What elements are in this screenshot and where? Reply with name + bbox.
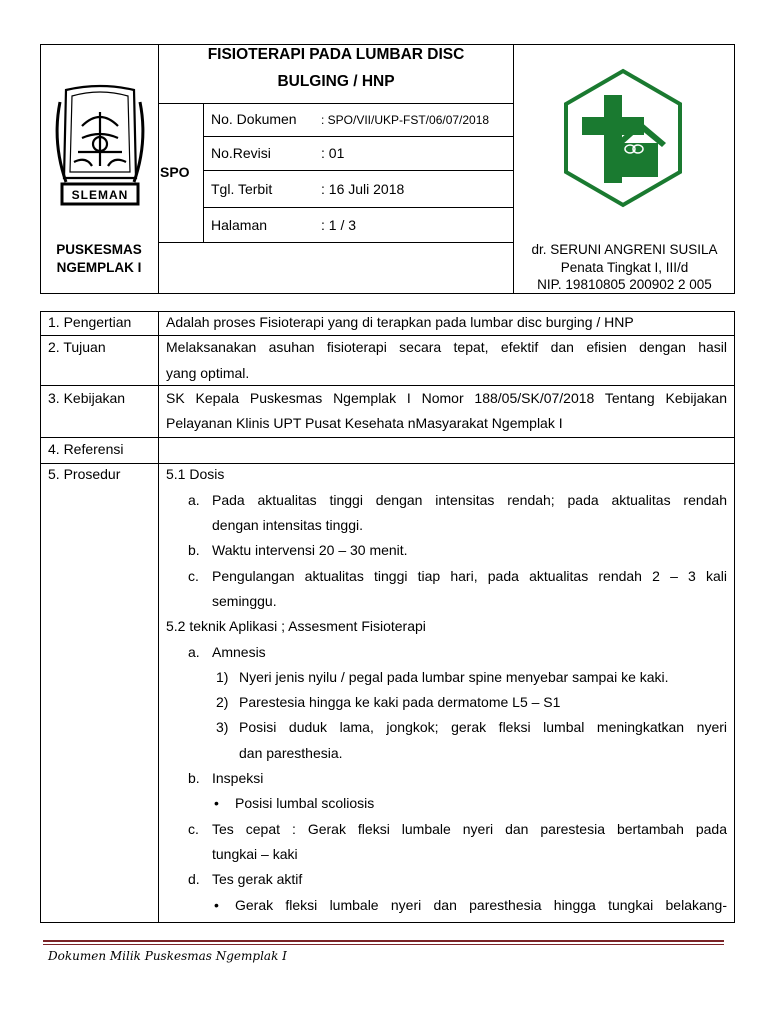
footer-rule-bottom xyxy=(43,944,724,945)
header-table xyxy=(40,44,735,294)
footer-text: Dokumen Milik Puskesmas Ngemplak I xyxy=(48,949,287,963)
list-item-a-line2: dengan intensitas tinggi. xyxy=(212,517,363,533)
list-item-amnesis: Amnesis xyxy=(212,644,266,660)
list-marker: a. xyxy=(188,644,200,660)
field-label-no-dokumen: No. Dokumen xyxy=(211,111,297,127)
list-marker: d. xyxy=(188,871,200,887)
amnesis-item-1: Nyeri jenis nyilu / pegal pada lumbar spine menyebar sampai ke kaki. xyxy=(239,669,669,685)
org-name-line1: PUSKESMAS xyxy=(56,242,142,257)
list-marker: a. xyxy=(188,492,200,508)
field-label-halaman: Halaman xyxy=(211,217,268,233)
signer-name: dr. SERUNI ANGRENI SUSILA xyxy=(531,242,718,257)
procedure-table xyxy=(40,311,735,923)
signer-rank: Penata Tingkat I, III/d xyxy=(560,260,689,275)
pengertian-text: Adalah proses Fisioterapi yang di terapkan pada lumbar disc burging / HNP xyxy=(166,314,634,330)
tujuan-text-line2: yang optimal. xyxy=(166,365,250,381)
field-value-no-dokumen: : SPO/VII/UKP-FST/06/07/2018 xyxy=(321,113,490,127)
puskesmas-logo-icon xyxy=(560,67,686,211)
inspeksi-bullet-item: Posisi lumbal scoliosis xyxy=(235,795,375,811)
list-item-tes-gerak-aktif: Tes gerak aktif xyxy=(212,871,303,887)
list-item-a-line1: Pada aktualitas tinggi dengan intensitas rendah; pada aktualitas rendah xyxy=(212,492,727,508)
section-5-1-heading: 5.1 Dosis xyxy=(166,466,225,482)
list-item-c-line1: Pengulangan aktualitas tinggi tiap hari, pada aktualitas rendah 2 – 3 kali xyxy=(212,568,727,584)
list-item-tes-cepat-line2: tungkai – kaki xyxy=(212,846,298,862)
list-marker: c. xyxy=(188,821,199,837)
list-marker: 2) xyxy=(216,694,229,710)
list-marker: 1) xyxy=(216,669,229,685)
org-name-line2: NGEMPLAK I xyxy=(56,260,142,275)
bullet-icon: • xyxy=(214,897,219,913)
amnesis-item-3-line1: Posisi duduk lama, jongkok; gerak fleksi lumbal meningkatkan nyeri xyxy=(239,719,727,735)
tujuan-text-line1: Melaksanakan asuhan fisioterapi secara tepat, efektif dan efisien dengan hasil xyxy=(166,339,727,355)
list-marker: b. xyxy=(188,770,200,786)
field-value-halaman: : 1 / 3 xyxy=(321,217,357,233)
document-title-line2: BULGING / HNP xyxy=(277,73,395,90)
tes-gerak-aktif-bullet-item: Gerak fleksi lumbale nyeri dan paresthesia hingga tungkai belakang- xyxy=(235,897,727,913)
spo-label: SPO xyxy=(160,164,190,180)
list-marker: b. xyxy=(188,542,200,558)
list-marker: 3) xyxy=(216,719,229,735)
footer-rule-top xyxy=(43,940,724,942)
list-marker: c. xyxy=(188,568,199,584)
logo-left-text: SLEMAN xyxy=(71,188,129,202)
row-label-tujuan: 2. Tujuan xyxy=(48,339,106,355)
amnesis-item-3-line2: dan paresthesia. xyxy=(239,745,343,761)
field-value-no-revisi: : 01 xyxy=(321,145,345,161)
document-title-line1: FISIOTERAPI PADA LUMBAR DISC xyxy=(207,46,465,63)
section-5-2-heading: 5.2 teknik Aplikasi ; Assesment Fisioterapi xyxy=(166,618,426,634)
list-item-inspeksi: Inspeksi xyxy=(212,770,264,786)
row-label-kebijakan: 3. Kebijakan xyxy=(48,390,126,406)
row-label-pengertian: 1. Pengertian xyxy=(48,314,132,330)
field-value-tgl-terbit: : 16 Juli 2018 xyxy=(321,181,405,197)
list-item-tes-cepat-line1: Tes cepat : Gerak fleksi lumbale nyeri dan parestesia bertambah pada xyxy=(212,821,727,837)
list-item-b-line1: Waktu intervensi 20 – 30 menit. xyxy=(212,542,408,558)
signer-nip: NIP. 19810805 200902 2 005 xyxy=(537,277,712,292)
row-label-referensi: 4. Referensi xyxy=(48,441,124,457)
row-label-prosedur: 5. Prosedur xyxy=(48,466,121,482)
kebijakan-text-line2: Pelayanan Klinis UPT Pusat Kesehata nMasyarakat Ngemplak I xyxy=(166,415,563,431)
field-label-no-revisi: No.Revisi xyxy=(211,145,271,161)
bullet-icon: • xyxy=(214,795,219,811)
field-label-tgl-terbit: Tgl. Terbit xyxy=(211,181,273,197)
amnesis-item-2: Parestesia hingga ke kaki pada dermatome L5 – S1 xyxy=(239,694,561,710)
list-item-c-line2: seminggu. xyxy=(212,593,277,609)
kebijakan-text-line1: SK Kepala Puskesmas Ngemplak I Nomor 188/05/SK/07/2018 Tentang Kebijakan xyxy=(166,390,727,406)
